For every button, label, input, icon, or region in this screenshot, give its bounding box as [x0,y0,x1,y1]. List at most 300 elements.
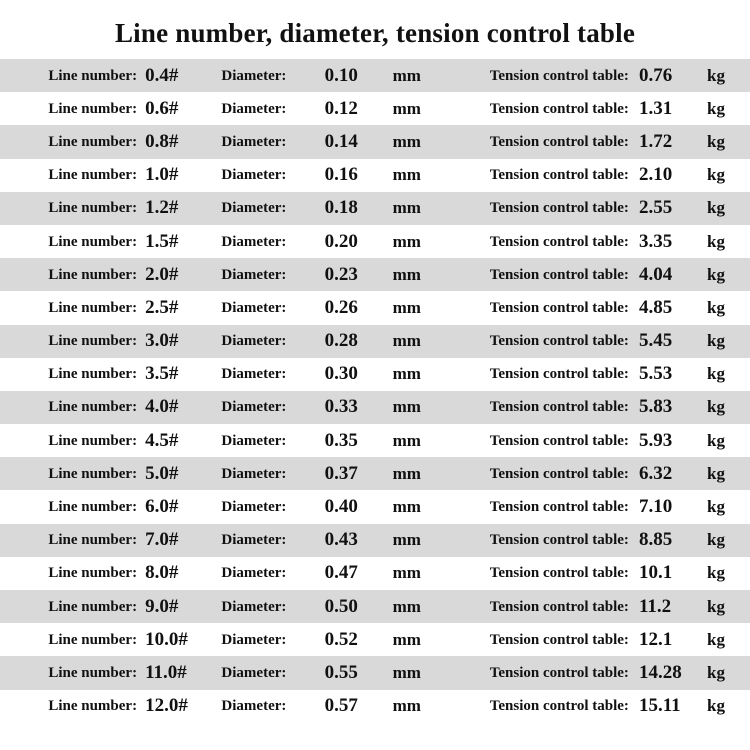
diameter-unit-cell [391,623,442,656]
diameter-label: Diameter: [221,366,287,383]
table-row [0,391,750,424]
diameter-label: Diameter: [221,233,287,250]
diameter-value: 0.52 [324,628,358,650]
diameter-value-cell [321,125,391,158]
tension-unit: kg [707,662,725,682]
tension-value: 4.04 [638,263,673,285]
diameter-unit: mm [392,430,421,450]
diameter-value: 0.14 [324,130,358,152]
tension-label: Tension control table: [489,200,629,217]
diameter-unit: mm [392,662,421,682]
diameter-value: 0.50 [324,595,358,617]
line-number-value-cell [143,125,221,158]
tension-unit-cell [705,457,750,490]
table-row [0,457,750,490]
line-number-value: 3.5# [145,363,179,385]
diameter-value: 0.43 [324,529,358,551]
line-number-value-cell [143,358,221,391]
line-number-value-cell [143,258,221,291]
diameter-label: Diameter: [221,167,287,184]
line-number-label-cell [0,391,143,424]
line-number-label-cell [0,225,143,258]
line-number-label: Line number: [48,532,138,549]
diameter-value: 0.35 [324,429,358,451]
tension-label-cell [442,192,633,225]
line-number-value: 0.8# [145,130,179,152]
tension-unit: kg [707,297,725,317]
diameter-value: 0.47 [324,562,358,584]
line-number-label-cell [0,192,143,225]
diameter-label-cell [221,457,320,490]
tension-unit-cell [705,225,750,258]
line-number-label-cell [0,490,143,523]
diameter-unit-cell [391,391,442,424]
diameter-unit: mm [392,696,421,716]
tension-label-cell [442,125,633,158]
line-number-value-cell [143,557,221,590]
tension-unit: kg [707,198,725,218]
tension-value: 5.83 [638,396,673,418]
line-number-label: Line number: [48,366,138,383]
diameter-label-cell [221,524,320,557]
tension-value-cell [633,524,705,557]
line-number-value-cell [143,59,221,92]
diameter-value: 0.37 [324,462,358,484]
tension-label-cell [442,391,633,424]
line-number-value: 11.0# [145,661,187,683]
table-row [0,623,750,656]
line-number-label: Line number: [48,333,138,350]
line-number-label-cell [0,291,143,324]
diameter-label-cell [221,125,320,158]
diameter-label: Diameter: [221,598,287,615]
tension-unit-cell [705,656,750,689]
tension-unit-cell [705,325,750,358]
diameter-label-cell [221,92,320,125]
diameter-label-cell [221,391,320,424]
diameter-value-cell [321,690,391,723]
diameter-value-cell [321,656,391,689]
diameter-label: Diameter: [221,631,287,648]
diameter-label-cell [221,690,320,723]
line-number-value: 5.0# [145,462,179,484]
tension-unit: kg [707,463,725,483]
line-number-label-cell [0,59,143,92]
diameter-label: Diameter: [221,200,287,217]
line-number-value-cell [143,690,221,723]
table-row [0,557,750,590]
line-number-value: 1.5# [145,230,179,252]
tension-label: Tension control table: [489,233,629,250]
tension-label-cell [442,159,633,192]
diameter-value: 0.10 [324,64,358,86]
diameter-value: 0.23 [324,263,358,285]
diameter-value-cell [321,192,391,225]
tension-label-cell [442,424,633,457]
tension-unit: kg [707,497,725,517]
diameter-unit: mm [392,497,421,517]
tension-unit: kg [707,596,725,616]
tension-unit: kg [707,231,725,251]
diameter-label-cell [221,291,320,324]
line-number-label-cell [0,258,143,291]
table-row [0,358,750,391]
tension-label: Tension control table: [489,266,629,283]
line-number-value-cell [143,225,221,258]
tension-value: 7.10 [638,496,673,518]
tension-label-cell [442,225,633,258]
diameter-label-cell [221,258,320,291]
diameter-unit-cell [391,125,442,158]
diameter-unit-cell [391,291,442,324]
tension-value: 12.1 [638,628,673,650]
tension-label-cell [442,59,633,92]
diameter-value-cell [321,291,391,324]
line-number-label: Line number: [48,465,138,482]
diameter-value: 0.33 [324,396,358,418]
tension-value: 2.55 [638,197,673,219]
line-number-label-cell [0,159,143,192]
line-number-value: 8.0# [145,562,179,584]
tension-value-cell [633,424,705,457]
tension-label-cell [442,358,633,391]
line-number-value: 4.0# [145,396,179,418]
tension-unit-cell [705,159,750,192]
diameter-label-cell [221,623,320,656]
tension-label: Tension control table: [489,565,629,582]
line-number-label: Line number: [48,598,138,615]
table-row [0,490,750,523]
table-row [0,258,750,291]
line-number-value-cell [143,457,221,490]
tension-value-cell [633,656,705,689]
line-number-label: Line number: [48,432,138,449]
tension-unit-cell [705,623,750,656]
diameter-value-cell [321,590,391,623]
diameter-value: 0.18 [324,197,358,219]
tension-value-cell [633,159,705,192]
tension-label: Tension control table: [489,299,629,316]
diameter-unit-cell [391,192,442,225]
tension-label: Tension control table: [489,465,629,482]
tension-value-cell [633,590,705,623]
line-number-label: Line number: [48,565,138,582]
line-number-label-cell [0,524,143,557]
diameter-value-cell [321,557,391,590]
tension-label-cell [442,457,633,490]
line-number-label: Line number: [48,266,138,283]
diameter-unit: mm [392,231,421,251]
line-number-label: Line number: [48,133,138,150]
table-row [0,159,750,192]
diameter-value: 0.12 [324,97,358,119]
tension-value: 5.45 [638,330,673,352]
diameter-value-cell [321,258,391,291]
diameter-label-cell [221,325,320,358]
line-number-label: Line number: [48,100,138,117]
tension-label: Tension control table: [489,333,629,350]
tension-unit: kg [707,563,725,583]
tension-value-cell [633,391,705,424]
tension-value: 2.10 [638,164,673,186]
diameter-label-cell [221,358,320,391]
tension-value: 5.93 [638,429,673,451]
tension-value-cell [633,325,705,358]
tension-label-cell [442,92,633,125]
tension-unit: kg [707,331,725,351]
diameter-label: Diameter: [221,664,287,681]
diameter-value: 0.28 [324,330,358,352]
diameter-value: 0.30 [324,363,358,385]
table-row [0,690,750,723]
tension-value-cell [633,358,705,391]
tension-label-cell [442,623,633,656]
tension-value-cell [633,457,705,490]
page-title: Line number, diameter, tension control table [114,18,636,48]
tension-unit-cell [705,590,750,623]
tension-label-cell [442,490,633,523]
diameter-unit-cell [391,325,442,358]
table-row [0,424,750,457]
diameter-label: Diameter: [221,67,287,84]
diameter-label-cell [221,557,320,590]
diameter-label-cell [221,192,320,225]
diameter-unit-cell [391,92,442,125]
line-number-label: Line number: [48,200,138,217]
tension-label: Tension control table: [489,499,629,516]
diameter-value-cell [321,159,391,192]
table-row [0,590,750,623]
line-number-value: 3.0# [145,330,179,352]
table-row [0,192,750,225]
tension-label: Tension control table: [489,100,629,117]
tension-label: Tension control table: [489,698,629,715]
tension-value-cell [633,92,705,125]
tension-value: 10.1 [638,562,673,584]
diameter-unit: mm [392,198,421,218]
tension-value-cell [633,557,705,590]
tension-value-cell [633,291,705,324]
diameter-unit: mm [392,297,421,317]
tension-label-cell [442,291,633,324]
diameter-unit-cell [391,159,442,192]
diameter-unit: mm [392,165,421,185]
diameter-label: Diameter: [221,399,287,416]
diameter-label: Diameter: [221,465,287,482]
line-number-label: Line number: [48,399,138,416]
line-number-value-cell [143,92,221,125]
tension-unit: kg [707,264,725,284]
tension-unit-cell [705,125,750,158]
diameter-unit-cell [391,59,442,92]
diameter-label: Diameter: [221,266,287,283]
diameter-unit: mm [392,364,421,384]
line-number-value: 0.6# [145,97,179,119]
line-number-label-cell [0,557,143,590]
tension-unit-cell [705,358,750,391]
tension-unit: kg [707,364,725,384]
table-row [0,92,750,125]
tension-value-cell [633,225,705,258]
diameter-unit-cell [391,358,442,391]
table-row [0,125,750,158]
tension-value-cell [633,490,705,523]
diameter-value: 0.40 [324,496,358,518]
tension-label-cell [442,258,633,291]
line-number-value-cell [143,192,221,225]
diameter-value: 0.26 [324,296,358,318]
table-row [0,59,750,92]
tension-unit: kg [707,131,725,151]
line-number-label: Line number: [48,67,138,84]
diameter-unit-cell [391,656,442,689]
tension-unit: kg [707,629,725,649]
diameter-label: Diameter: [221,532,287,549]
tension-value-cell [633,690,705,723]
diameter-value-cell [321,59,391,92]
diameter-unit-cell [391,225,442,258]
line-number-value: 2.0# [145,263,179,285]
diameter-value: 0.55 [324,661,358,683]
diameter-label: Diameter: [221,100,287,117]
tension-value-cell [633,59,705,92]
tension-unit: kg [707,430,725,450]
line-number-label: Line number: [48,299,138,316]
diameter-unit-cell [391,490,442,523]
line-number-label-cell [0,590,143,623]
diameter-unit-cell [391,524,442,557]
line-number-value: 12.0# [145,695,188,717]
diameter-value-cell [321,623,391,656]
line-number-value-cell [143,490,221,523]
line-number-value-cell [143,291,221,324]
table-row [0,524,750,557]
tension-value-cell [633,623,705,656]
tension-unit: kg [707,98,725,118]
tension-unit: kg [707,397,725,417]
tension-label: Tension control table: [489,366,629,383]
tension-label: Tension control table: [489,598,629,615]
diameter-unit-cell [391,690,442,723]
line-number-label-cell [0,424,143,457]
diameter-value-cell [321,457,391,490]
tension-value: 3.35 [638,230,673,252]
diameter-unit-cell [391,590,442,623]
tension-unit-cell [705,557,750,590]
diameter-label-cell [221,490,320,523]
diameter-unit: mm [392,264,421,284]
tension-label: Tension control table: [489,432,629,449]
diameter-unit: mm [392,98,421,118]
tension-label: Tension control table: [489,664,629,681]
line-number-label-cell [0,457,143,490]
line-number-value-cell [143,524,221,557]
line-number-label-cell [0,325,143,358]
tension-unit-cell [705,59,750,92]
diameter-unit: mm [392,397,421,417]
tension-label-cell [442,656,633,689]
tension-unit-cell [705,192,750,225]
tension-label: Tension control table: [489,167,629,184]
diameter-value-cell [321,92,391,125]
tension-unit-cell [705,690,750,723]
tension-value: 1.31 [638,97,673,119]
tension-label-cell [442,325,633,358]
tension-unit: kg [707,165,725,185]
diameter-unit: mm [392,563,421,583]
diameter-label: Diameter: [221,432,287,449]
diameter-unit: mm [392,331,421,351]
diameter-label: Diameter: [221,698,287,715]
diameter-unit: mm [392,629,421,649]
tension-value-cell [633,125,705,158]
line-number-label: Line number: [48,698,138,715]
table-body [0,59,750,723]
diameter-unit-cell [391,424,442,457]
tension-label-cell [442,590,633,623]
tension-value: 5.53 [638,363,673,385]
tension-unit-cell [705,490,750,523]
tension-unit-cell [705,258,750,291]
line-number-label: Line number: [48,233,138,250]
diameter-unit: mm [392,463,421,483]
diameter-unit-cell [391,457,442,490]
diameter-value-cell [321,524,391,557]
diameter-value: 0.20 [324,230,358,252]
diameter-unit: mm [392,530,421,550]
line-number-label-cell [0,656,143,689]
diameter-label-cell [221,656,320,689]
tension-value-cell [633,192,705,225]
tension-label-cell [442,524,633,557]
tension-value: 0.76 [638,64,673,86]
diameter-label-cell [221,225,320,258]
tension-unit: kg [707,65,725,85]
diameter-value: 0.57 [324,695,358,717]
diameter-value-cell [321,391,391,424]
line-number-label: Line number: [48,167,138,184]
tension-value: 4.85 [638,296,673,318]
tension-label: Tension control table: [489,399,629,416]
table-row [0,225,750,258]
tension-unit: kg [707,530,725,550]
diameter-label-cell [221,424,320,457]
diameter-value-cell [321,225,391,258]
diameter-unit-cell [391,258,442,291]
tension-label: Tension control table: [489,631,629,648]
tension-unit-cell [705,291,750,324]
line-number-value: 7.0# [145,529,179,551]
diameter-value-cell [321,424,391,457]
tension-value: 15.11 [638,695,681,717]
diameter-unit: mm [392,596,421,616]
tension-value: 6.32 [638,462,673,484]
diameter-label: Diameter: [221,333,287,350]
diameter-value-cell [321,490,391,523]
diameter-value-cell [321,358,391,391]
tension-label: Tension control table: [489,532,629,549]
line-number-value: 2.5# [145,296,179,318]
line-number-label: Line number: [48,664,138,681]
line-number-value: 1.0# [145,164,179,186]
line-number-value-cell [143,391,221,424]
line-number-label-cell [0,92,143,125]
diameter-label-cell [221,590,320,623]
tension-unit-cell [705,524,750,557]
diameter-unit-cell [391,557,442,590]
tension-label: Tension control table: [489,67,629,84]
diameter-label: Diameter: [221,133,287,150]
